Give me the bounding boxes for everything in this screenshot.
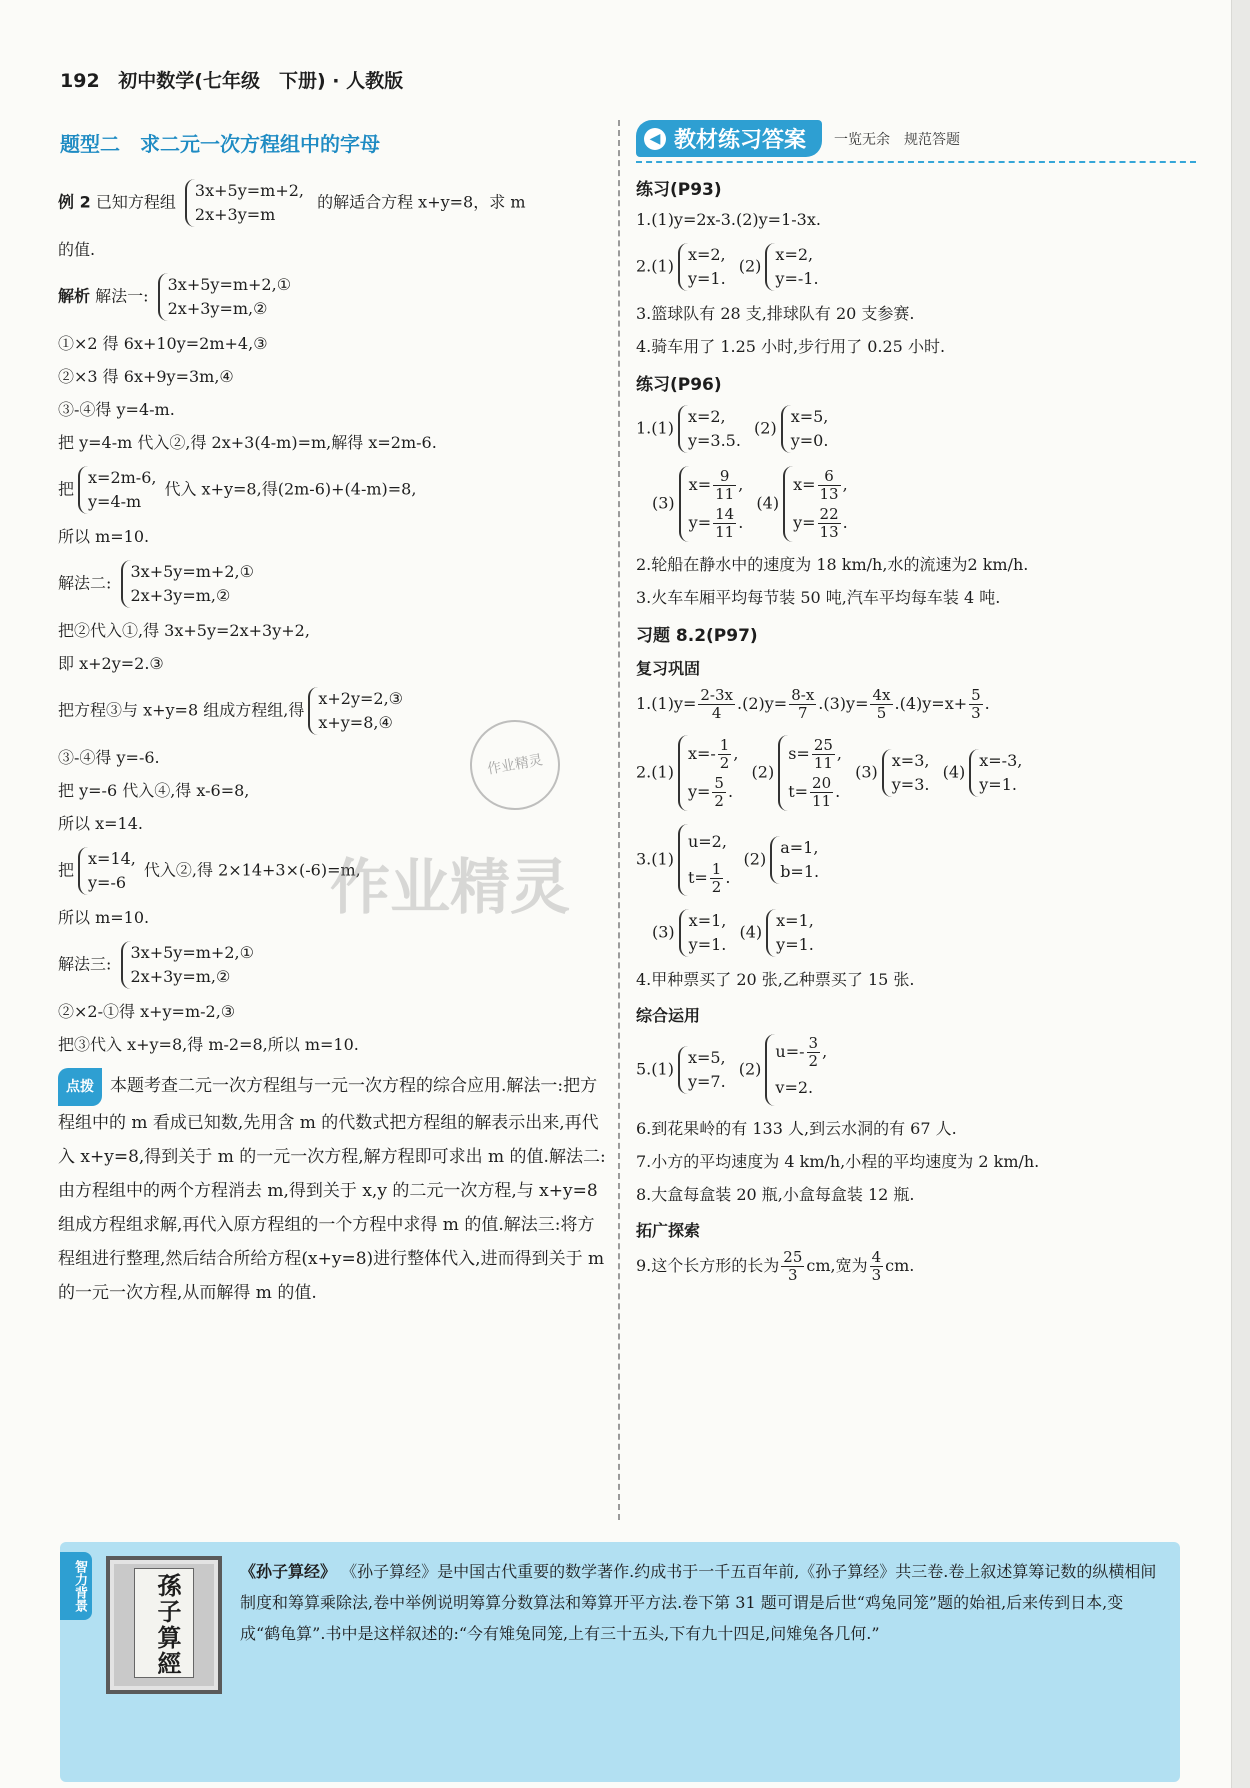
fraction [781, 1249, 804, 1284]
equation: 3x+5y=m+2, [194, 181, 304, 200]
solution-line: ③-④得 y=-6. [58, 748, 160, 767]
denominator: 11 [715, 523, 735, 541]
equation: y=3. [891, 775, 930, 794]
subsection-heading: 复习巩固 [636, 659, 701, 678]
answer-text: .(4)y=x+ [894, 694, 968, 713]
fraction [812, 737, 835, 772]
denominator: 3 [971, 704, 981, 722]
equation-system: x= $\frac{9}{11}$ , y= $\frac{14}{11}$ . [679, 466, 748, 542]
denominator: 11 [715, 485, 735, 503]
answer-text: (2) [751, 762, 775, 782]
solution-line: 即 x+2y=2.③ [58, 654, 164, 673]
example-text: 的解适合方程 x+y=8，求 m [317, 192, 526, 212]
denominator: 7 [797, 704, 808, 722]
equation: 2x+3y=m,② [130, 586, 231, 605]
equation-system [770, 836, 823, 884]
denominator: 4 [711, 704, 722, 722]
equation: y=-6 [88, 873, 127, 892]
fraction [870, 1249, 884, 1284]
denominator: 3 [871, 1266, 882, 1284]
answer-pill [636, 120, 822, 157]
equation: b=1. [780, 862, 820, 881]
equation: x=3, [891, 751, 930, 770]
answer-text: cm,宽为 [806, 1256, 868, 1275]
equation: y=1. [687, 269, 726, 288]
method-label: 解法一: [95, 286, 149, 306]
equation: y=3.5. [687, 431, 741, 450]
equation: 2x+3y=m [194, 205, 276, 224]
equation: y=1. [776, 935, 814, 954]
fraction [818, 468, 841, 503]
page-edge [1231, 0, 1250, 1788]
equation: x+2y=2,③ [318, 689, 403, 708]
solution-line [58, 466, 606, 514]
equation-system [678, 243, 730, 291]
equation-system [78, 847, 140, 895]
background-body: 《孙子算经》是中国古代重要的数学著作.约成书于一千五百年前,《孙子算经》共三卷.卷上叙述算筹记数的纵横相间制度和筹算乘除法,卷中举例说明筹算分数算法和筹算开平方法.卷下第 31 题可谓是后世“鸡兔同笼”题的始祖,后来传到日本,变成“鹤龟算”.书中是这样叙述的:“今有雉兔同笼,上有三十五头,下有九十四足,问雉兔各几何.” [240, 1562, 1157, 1643]
fraction [713, 468, 736, 503]
left-column [58, 120, 606, 1318]
answer-text: . [984, 694, 990, 713]
equation-system [679, 909, 731, 957]
example-2 [58, 179, 606, 227]
equation: x=5, [790, 407, 829, 426]
fraction [789, 687, 816, 722]
numerator: 14 [715, 505, 735, 523]
numerator: 6 [818, 468, 841, 486]
equation: y=-1. [775, 269, 819, 288]
answer-text: (3) [652, 493, 675, 513]
solution-text: 把 [58, 860, 75, 880]
solution-line [58, 847, 606, 895]
exercise-heading: 练习(P96) [636, 375, 722, 395]
equation: 3x+5y=m+2,① [130, 562, 254, 581]
equation-system [882, 749, 934, 797]
equation: x=2m-6, [88, 468, 157, 487]
denominator: 2 [714, 792, 724, 810]
watermark: 作业精灵 [330, 853, 570, 923]
numerator: 3 [808, 1034, 819, 1052]
equation: a=1, [780, 838, 819, 857]
equation: u=2, [687, 832, 727, 851]
equation-system [765, 243, 822, 291]
answer-line [636, 735, 1196, 811]
background-title: 《孙子算经》 [240, 1562, 337, 1581]
numerator: 20 [812, 774, 832, 792]
denominator: 2 [719, 754, 730, 772]
equation: x+y=8,④ [318, 713, 393, 732]
equation-system: x=- $\frac{1}{2}$ , y= $\frac{5}{2}$ . [678, 735, 742, 811]
numerator: 1 [719, 736, 730, 754]
equation: x= [793, 475, 816, 494]
equation: y=4-m [88, 492, 142, 511]
fraction [969, 687, 983, 722]
subsection-heading: 综合运用 [636, 1006, 701, 1025]
numerator: 5 [714, 774, 724, 792]
equation-system [766, 909, 818, 957]
equation: x=2, [687, 407, 726, 426]
answer-text: (4) [756, 493, 780, 513]
equation: y= [688, 513, 712, 532]
fraction [810, 775, 833, 810]
equation: y= [793, 513, 816, 532]
page-number: 192 [60, 70, 100, 92]
answer-text: 2.(1) [636, 256, 674, 276]
denominator: 11 [813, 754, 833, 772]
answer-text: cm. [885, 1256, 915, 1275]
fraction [870, 687, 892, 722]
answer-line [636, 824, 1196, 896]
equation-system [121, 941, 258, 989]
answer-line: 3.火车车厢平均每节装 50 吨,汽车平均每车装 4 吨. [636, 588, 1001, 607]
equation-system: u=- $\frac{3}{2}$ , v=2. [765, 1034, 831, 1106]
example-text: 的值. [58, 240, 96, 259]
denominator: 3 [788, 1266, 798, 1284]
equation-system [781, 405, 833, 453]
answer-line: 3.篮球队有 28 支,排球队有 20 支参赛. [636, 304, 915, 323]
exercise-heading: 习题 8.2(P97) [636, 626, 758, 646]
equation-system: x= $\frac{6}{13}$ , y= $\frac{22}{13}$ . [783, 466, 852, 542]
equation: v=2. [775, 1078, 814, 1097]
solution-line: 所以 m=10. [58, 908, 150, 927]
solution-text: 把 [58, 479, 75, 499]
banner-title: 教材练习答案 [674, 128, 807, 153]
subsection-heading: 拓广探索 [636, 1221, 701, 1240]
analysis-label: 解析 [58, 286, 91, 306]
answer-line [636, 909, 1196, 957]
method-2-header [58, 560, 606, 608]
section-title: 题型二 求二元一次方程组中的字母 [60, 132, 380, 156]
equation: x=1, [688, 911, 727, 930]
answer-text: 1.(1)y= [636, 694, 697, 713]
equation: 3x+5y=m+2,① [167, 275, 292, 294]
equation-system: s= $\frac{25}{11}$ , t= $\frac{20}{11}$ . [778, 735, 846, 811]
denominator: 13 [819, 523, 839, 541]
equation-system [78, 466, 160, 514]
solution-line: 所以 m=10. [58, 527, 150, 546]
answer-text: 5.(1) [636, 1059, 674, 1079]
tip-text: 本题考查二元一次方程组与一元一次方程的综合应用.解法一:把方程组中的 m 看成已知数,先用含 m 的代数式把方程组的解表示出来,再代入 x+y=8,得到关于 m 的一元一次方程,解方程即可求出 m 的值.解法二:由方程组中的两个方程消去 m,得到关于 x,y 的二元一次方程,与 x+y=8 组成方程组求解,再代入原方程组的一个方程中求得 m 的值.解法三:将方程组进行整理,然后结合所给方程(x+y=8)进行整体代入,进而得到关于 m 的一元一次方程,从而解得 m 的值. [58, 1076, 606, 1303]
equation: 2x+3y=m,② [130, 967, 231, 986]
fraction [698, 687, 735, 722]
answer-text: 9.这个长方形的长为 [636, 1256, 780, 1275]
equation: x= [688, 475, 712, 494]
tip-badge: 点拨 [58, 1068, 102, 1106]
background-text [240, 1556, 1160, 1649]
numerator: 9 [713, 468, 736, 486]
example-text: 已知方程组 [95, 192, 176, 212]
equation: y=0. [790, 431, 829, 450]
answer-line [636, 687, 1196, 722]
answer-text: .(2)y= [737, 694, 788, 713]
solution-text: 把方程③与 x+y=8 组成方程组,得 [58, 700, 305, 720]
answer-text: (2) [743, 849, 767, 869]
equation: x=- [687, 744, 716, 763]
answer-line: 6.到花果岭的有 133 人,到云水洞的有 67 人. [636, 1119, 957, 1138]
book-seal-image [106, 1556, 222, 1694]
answer-line: 4.骑车用了 1.25 小时,步行用了 0.25 小时. [636, 337, 946, 356]
equation: x=2, [687, 245, 726, 264]
denominator: 11 [812, 792, 832, 810]
answer-text: (4) [942, 762, 966, 782]
book-title: 初中数学(七年级 下册) · 人教版 [118, 70, 404, 92]
answer-line [636, 466, 1196, 542]
equation-system [308, 687, 407, 735]
answer-text: (4) [739, 922, 763, 942]
answer-text: 3.(1) [636, 849, 674, 869]
solution-text: 代入 x+y=8,得(2m-6)+(4-m)=8, [164, 479, 417, 499]
denominator: 2 [808, 1052, 819, 1070]
numerator: 2-3x [700, 686, 733, 704]
answer-line [636, 243, 1196, 291]
equation: y=7. [687, 1072, 726, 1091]
answer-text: (3) [855, 762, 878, 782]
numerator: 5 [971, 686, 981, 704]
answer-line: 2.轮船在静水中的速度为 18 km/h,水的流速为2 km/h. [636, 555, 1029, 574]
equation: y=1. [688, 935, 727, 954]
solution-text: 代入②,得 2×14+3×(-6)=m, [143, 860, 361, 880]
solution-line: 所以 x=14. [58, 814, 143, 833]
solution-line: 把 y=-6 代入④,得 x-6=8, [58, 781, 250, 800]
equation: y=1. [979, 775, 1017, 794]
answer-line [636, 405, 1196, 453]
answer-text: 2.(1) [636, 762, 674, 782]
solution-line: ②×3 得 6x+9y=3m,④ [58, 367, 234, 386]
fraction [710, 861, 724, 896]
answer-line: 4.甲种票买了 20 张,乙种票买了 15 张. [636, 970, 915, 989]
example-label: 例 2 [58, 192, 91, 212]
answer-text: .(3)y= [818, 694, 869, 713]
equation-system [969, 749, 1026, 797]
equation: t= [788, 782, 809, 801]
answer-text: (3) [652, 922, 675, 942]
answer-text: 1.(1) [636, 418, 674, 438]
equation-system: u=2, t= $\frac{1}{2}$ . [678, 824, 734, 896]
background-box [60, 1542, 1180, 1782]
solution-line: 把③代入 x+y=8,得 m-2=8,所以 m=10. [58, 1035, 359, 1054]
denominator: 2 [711, 878, 722, 896]
answer-line: 8.大盒每盒装 20 瓶,小盒每盒装 12 瓶. [636, 1185, 915, 1204]
fraction [712, 775, 726, 810]
solution-line: 把 y=4-m 代入②,得 2x+3(4-m)=m,解得 x=2m-6. [58, 433, 437, 452]
numerator: 4x [872, 686, 891, 704]
solution-line: ②×2-①得 x+y=m-2,③ [58, 1002, 236, 1021]
equation: x=14, [88, 849, 136, 868]
fraction [807, 1035, 821, 1070]
equation: x=-3, [979, 751, 1023, 770]
numerator: 25 [783, 1248, 803, 1266]
background-tag: 智力背景 [60, 1552, 92, 1620]
numerator: 8-x [791, 686, 815, 704]
megaphone-icon: ◀ [644, 128, 666, 150]
answer-line [636, 1249, 1196, 1284]
page-header [60, 66, 403, 93]
answer-banner [636, 120, 1196, 163]
fraction [718, 737, 732, 772]
tip-paragraph [58, 1068, 606, 1310]
solution-line: ①×2 得 6x+10y=2m+4,③ [58, 334, 268, 353]
right-column [636, 120, 1196, 1297]
seal-text: 孫子算經 [153, 1573, 182, 1677]
numerator: 22 [819, 505, 839, 523]
solution-line: 把②代入①,得 3x+5y=2x+3y+2, [58, 621, 310, 640]
answer-line [636, 1034, 1196, 1106]
method-label: 解法三: [58, 954, 112, 974]
equation: t= [687, 868, 708, 887]
answer-text: (2) [738, 1059, 762, 1079]
column-divider [618, 120, 620, 1520]
method-3-header [58, 941, 606, 989]
answer-text: (2) [738, 256, 762, 276]
seal-inner [134, 1568, 194, 1678]
watermark-stamp: 作业精灵 [463, 713, 567, 817]
numerator: 25 [813, 736, 833, 754]
method-label: 解法二: [58, 573, 112, 593]
numerator: 4 [871, 1248, 882, 1266]
fraction [713, 506, 736, 541]
equation: 3x+5y=m+2,① [130, 943, 254, 962]
equation: u=- [775, 1042, 805, 1061]
numerator: 1 [711, 860, 722, 878]
equation-system [678, 405, 745, 453]
exercise-heading: 练习(P93) [636, 180, 722, 200]
equation-system [121, 560, 258, 608]
denominator: 5 [876, 704, 887, 722]
fraction [818, 506, 841, 541]
equation: x=1, [776, 911, 814, 930]
equation-system [158, 273, 295, 321]
method-1-header [58, 273, 606, 321]
equation-system [678, 1046, 730, 1094]
solution-line: ③-④得 y=4-m. [58, 400, 175, 419]
equation: 2x+3y=m,② [167, 299, 268, 318]
equation: y= [687, 782, 711, 801]
equation: x=5, [687, 1048, 726, 1067]
equation: s= [788, 744, 810, 763]
equation: x=2, [775, 245, 814, 264]
answer-text: (2) [754, 418, 777, 438]
answer-line: 7.小方的平均速度为 4 km/h,小程的平均速度为 2 km/h. [636, 1152, 1040, 1171]
equation-system [185, 179, 308, 227]
answer-line: 1.(1)y=2x-3.(2)y=1-3x. [636, 210, 821, 229]
banner-subtitle: 一览无余 规范答题 [834, 131, 961, 148]
denominator: 13 [819, 485, 839, 503]
